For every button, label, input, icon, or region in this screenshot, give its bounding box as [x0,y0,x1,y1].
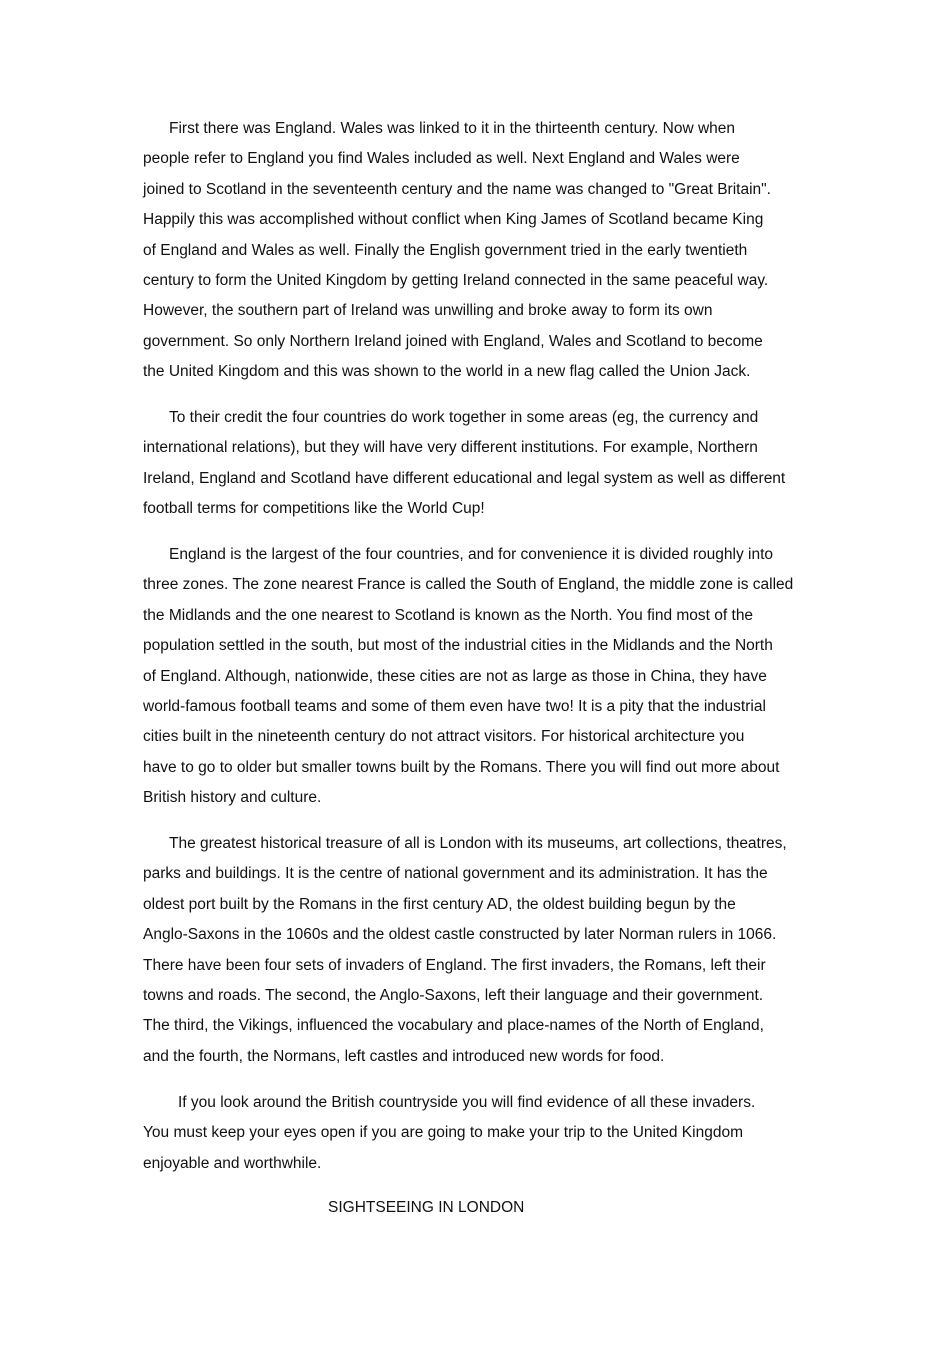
text-line: However, the southern part of Ireland was unwilling and broke away to form its own [143,302,713,320]
text-line: joined to Scotland in the seventeenth century and the name was changed to "Great Britain". [143,180,771,198]
text-line: Ireland, England and Scotland have different educational and legal system as well as different [143,469,786,487]
text-line: First there was England. Wales was linked to it in the thirteenth century. Now when [169,120,736,137]
text-line: of England and Wales as well. Finally the English government tried in the early twentieth [143,241,748,259]
text-line: population settled in the south, but most of the industrial cities in the Midlands and the North [143,637,773,655]
paragraph-2 [143,403,823,525]
text-line: people refer to England you find Wales included as well. Next England and Wales were [143,150,740,168]
text-line: government. So only Northern Ireland joined with England, Wales and Scotland to become [143,332,763,350]
text-line: There have been four sets of invaders of England. The first invaders, the Romans, left their [143,956,766,974]
text-line: parks and buildings. It is the centre of national government and its administration. It has the [143,865,768,883]
text-line: British history and culture. [143,789,322,807]
paragraph-4 [143,829,823,1072]
text-line: oldest port built by the Romans in the first century AD, the oldest building begun by the [143,895,736,913]
text-line: world-famous football teams and some of them even have two! It is a pity that the industrial [143,698,766,716]
text-line: enjoyable and worthwhile. [143,1154,322,1172]
text-line: the Midlands and the one nearest to Scotland is known as the North. You find most of the [143,606,754,624]
text-line: the United Kingdom and this was shown to the world in a new flag called the Union Jack. [143,363,751,381]
text-line: To their credit the four countries do work together in some areas (eg, the currency and [169,409,759,427]
text-line: cities built in the nineteenth century do not attract visitors. For historical architecture you [143,728,745,746]
text-line: Happily this was accomplished without conflict when King James of Scotland became King [143,211,764,229]
text-line: If you look around the British countryside you will find evidence of all these invaders. [178,1093,756,1111]
text-line: and the fourth, the Normans, left castles and introduced new words for food. [143,1047,665,1065]
text-line: football terms for competitions like the World Cup! [143,500,485,518]
text-line: international relations), but they will have very different institutions. For example, Northern [143,439,758,457]
paragraph-1 [143,114,823,388]
text-line: have to go to older but smaller towns built by the Romans. There you will find out more about [143,758,780,776]
text-line: of England. Although, nationwide, these cities are not as large as those in China, they have [143,667,767,685]
section-heading: SIGHTSEEING IN LONDON [328,1199,525,1216]
text-line: century to form the United Kingdom by getting Ireland connected in the same peaceful way. [143,271,769,289]
text-line: England is the largest of the four countries, and for convenience it is divided roughly into [169,546,774,564]
paragraph-5 [143,1088,823,1179]
paragraph-3 [143,540,823,814]
text-line: three zones. The zone nearest France is called the South of England, the middle zone is called [143,576,794,594]
body-text [143,114,823,1194]
text-line: The third, the Vikings, influenced the vocabulary and place-names of the North of England, [143,1017,764,1035]
text-line: towns and roads. The second, the Anglo-Saxons, left their language and their government. [143,987,764,1005]
text-line: Anglo-Saxons in the 1060s and the oldest castle constructed by later Norman rulers in 1066. [143,926,777,944]
text-line: The greatest historical treasure of all is London with its museums, art collections, theatres, [169,835,787,853]
text-line: You must keep your eyes open if you are going to make your trip to the United Kingdom [143,1124,743,1142]
